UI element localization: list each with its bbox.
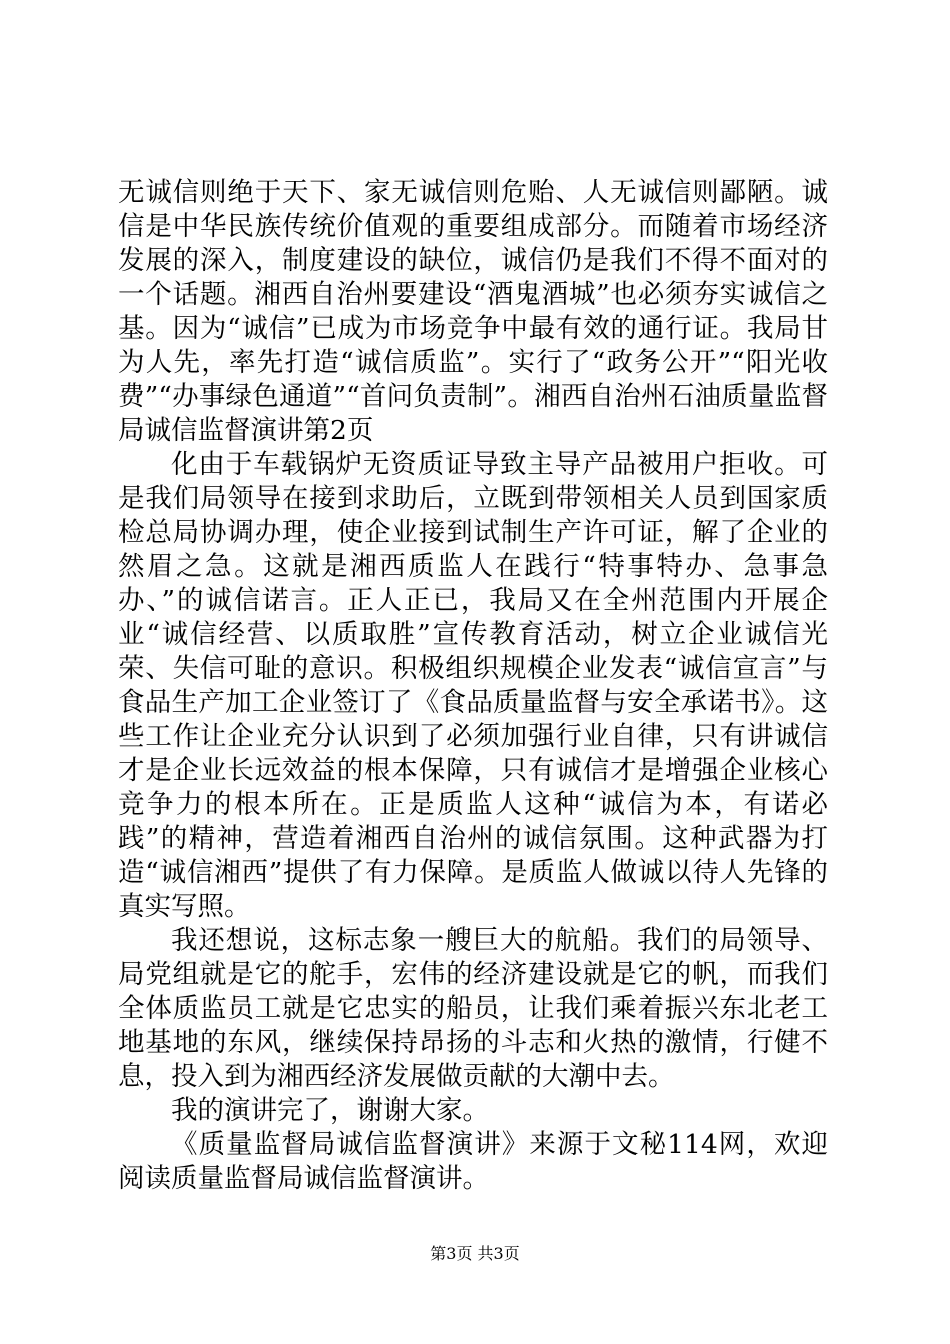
document-body — [118, 176, 828, 1196]
paragraph-3: 我还想说，这标志象一艘巨大的航船。我们的局领导、局党组就是它的舵手，宏伟的经济建设就是它的帆，而我们全体质监员工就是它忠实的船员，让我们乘着振兴东北老工地基地的东风，继续保持昂扬的斗志和火热的激情，行健不息，投入到为湘西经济发展做贡献的大潮中去。 — [118, 925, 828, 1092]
paragraph-5: 《质量监督局诚信监督演讲》来源于文秘114网，欢迎阅读质量监督局诚信监督演讲。 — [118, 1129, 828, 1194]
paragraph-4: 我的演讲完了，谢谢大家。 — [171, 1095, 489, 1126]
page-number-footer: 第3页 共3页 — [430, 1244, 520, 1263]
paragraph-2: 化由于车载锅炉无资质证导致主导产品被用户拒收。可是我们局领导在接到求助后，立既到带领相关人员到国家质检总局协调办理，使企业接到试制生产许可证，解了企业的然眉之急。这就是湘西质监人在践行“特事特办、急事急办、”的诚信诺言。正人正已，我局又在全州范围内开展企业“诚信经营、以质取胜”宣传教育活动，树立企业诚信光荣、失信可耻的意识。积极组织规模企业发表“诚信宣言”与食品生产加工企业签订了《食品质量监督与安全承诺书》。这些工作让企业充分认识到了必须加强行业自律，只有讲诚信才是企业长远效益的根本保障，只有诚信才是增强企业核心竞争力的根本所在。正是质监人这种“诚信为本，有诺必践”的精神，营造着湘西自治州的诚信氛围。这种武器为打造“诚信湘西”提供了有力保障。是质监人做诚以待人先锋的真实写照。 — [118, 449, 828, 922]
paragraph-1: 无诚信则绝于天下、家无诚信则危贻、人无诚信则鄙陋。诚信是中华民族传统价值观的重要组成部分。而随着市场经济发展的深入，制度建设的缺位，诚信仍是我们不得不面对的一个话题。湘西自治州要建设“酒鬼酒城”也必须夯实诚信之基。因为“诚信”已成为市场竞争中最有效的通行证。我局甘为人先，率先打造“诚信质监”。实行了“政务公开”“阳光收费”“办事绿色通道”“首问负责制”。湘西自治州石油质量监督局诚信监督演讲第2页 — [118, 177, 828, 446]
